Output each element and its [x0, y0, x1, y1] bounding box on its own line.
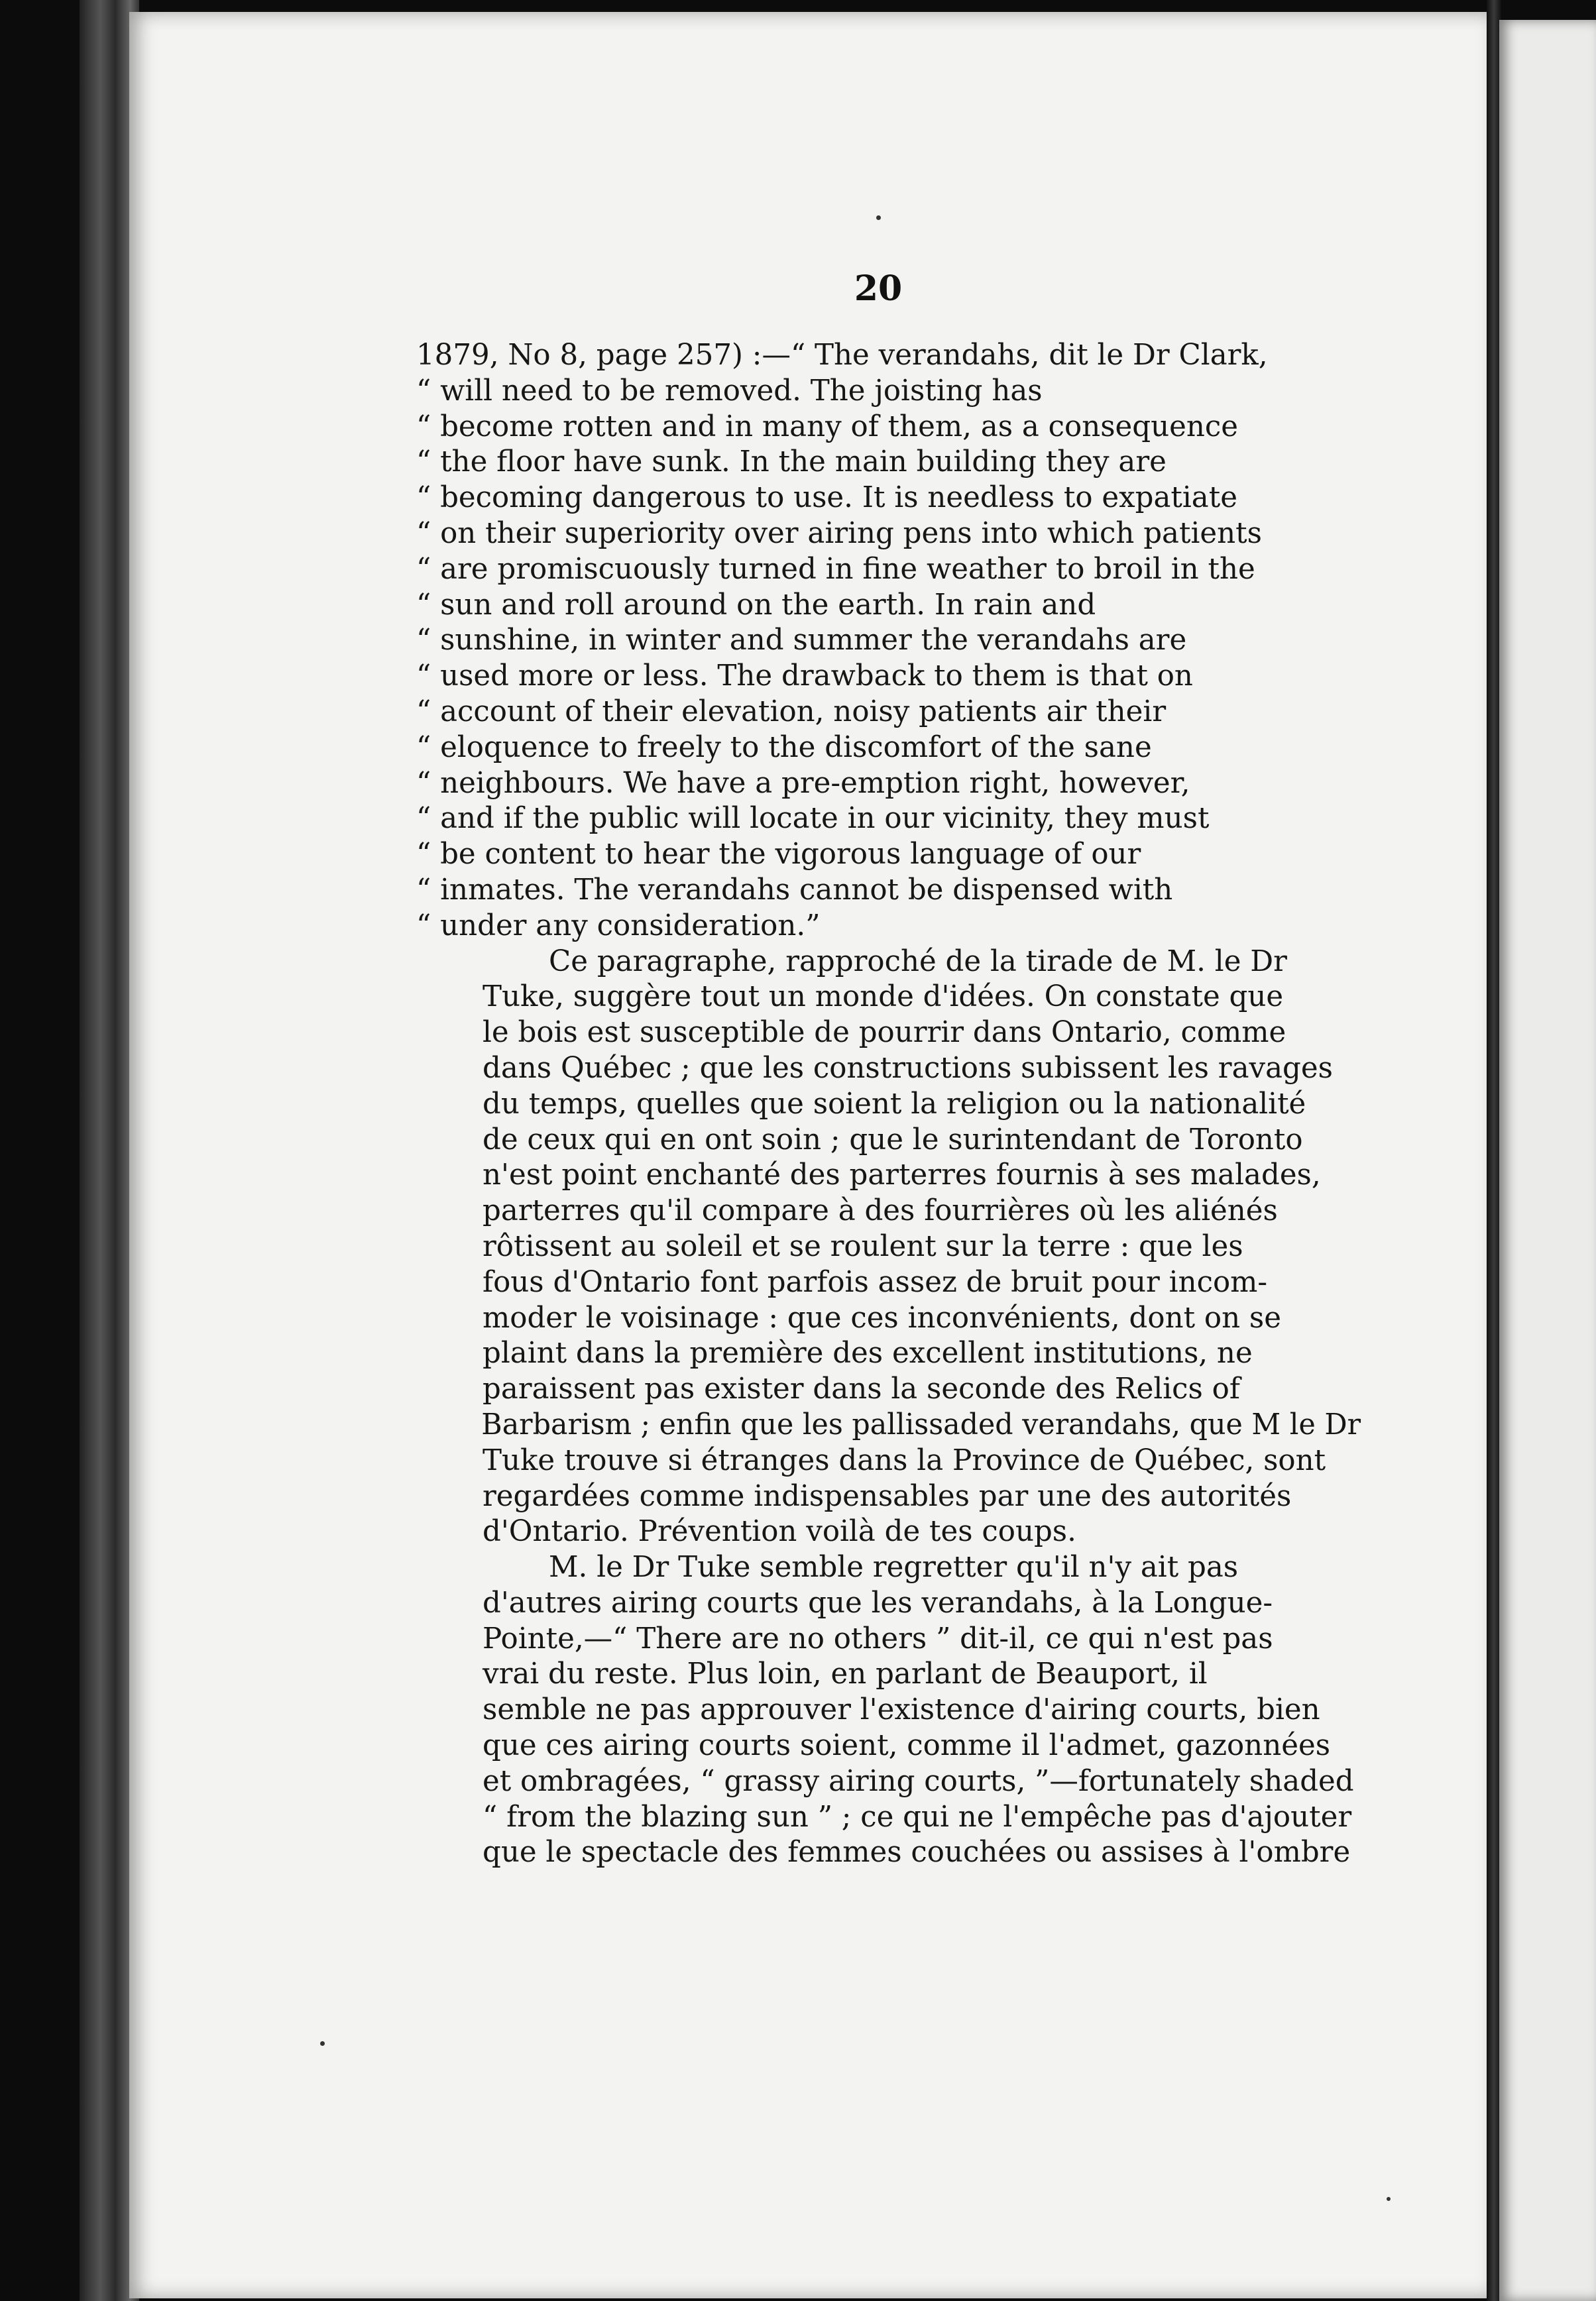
text-line: “ become rotten and in many of them, as a consequence [416, 410, 1239, 443]
text-line: Ce paragraphe, rapproché de la tirade de M. le Dr [549, 944, 1287, 978]
text-line: “ sun and roll around on the earth. In rain and [416, 588, 1096, 622]
print-speck [1387, 2197, 1391, 2201]
text-line: 1879, No 8, page 257) :—“ The verandahs, dit le Dr Clark, [416, 339, 1268, 372]
paragraph-airing [416, 1550, 1361, 1871]
text-line: d'autres airing courts que les verandahs, à la Longue- [483, 1586, 1273, 1620]
text-line: “ the floor have sunk. In the main building they are [416, 445, 1167, 479]
text-line: moder le voisinage : que ces inconvénients, dont on se [483, 1301, 1282, 1335]
text-line: “ becoming dangerous to use. It is needless to expatiate [416, 481, 1237, 515]
text-line: “ eloquence to freely to the discomfort of the sane [416, 730, 1152, 764]
text-line: d'Ontario. Prévention voilà de tes coups. [483, 1515, 1076, 1549]
paragraph-quote [416, 338, 1361, 944]
text-line: “ under any consideration.” [416, 909, 821, 942]
text-line: “ account of their elevation, noisy patients air their [416, 695, 1167, 728]
text-line: “ sunshine, in winter and summer the verandahs are [416, 624, 1187, 657]
body-text [416, 338, 1361, 1871]
paragraph-tirade [416, 944, 1361, 1551]
text-line: vrai du reste. Plus loin, en parlant de Beauport, il [483, 1657, 1208, 1691]
text-line: parterres qu'il compare à des fourrières où les aliénés [483, 1194, 1278, 1228]
text-line: plaint dans la première des excellent institutions, ne [483, 1337, 1253, 1371]
text-line: “ on their superiority over airing pens into which patients [416, 516, 1262, 550]
text-line: “ inmates. The verandahs cannot be dispensed with [416, 873, 1173, 907]
page-number: 20 [854, 268, 903, 309]
print-speck [320, 2041, 325, 2046]
text-line: fous d'Ontario font parfois assez de bruit pour incom- [483, 1265, 1268, 1299]
text-line: “ are promiscuously turned in fine weather to broil in the [416, 552, 1255, 586]
text-line: n'est point enchanté des parterres fournis à ses malades, [483, 1158, 1321, 1192]
text-line: M. le Dr Tuke semble regretter qu'il n'y ait pas [549, 1551, 1239, 1585]
adjacent-page-edge [1499, 20, 1596, 2301]
text-line: Tuke, suggère tout un monde d'idées. On constate que [483, 980, 1284, 1014]
text-line: dans Québec ; que les constructions subissent les ravages [483, 1051, 1333, 1085]
text-line: Tuke trouve si étranges dans la Province de Québec, sont [483, 1443, 1326, 1477]
text-line: rôtissent au soleil et se roulent sur la terre : que les [483, 1229, 1243, 1263]
text-line: “ from the blazing sun ” ; ce qui ne l'empêche pas d'ajouter [483, 1800, 1352, 1834]
text-line: que ces airing courts soient, comme il l'admet, gazonnées [483, 1729, 1331, 1763]
print-speck [876, 215, 881, 220]
text-line: Barbarism ; enfin que les pallissaded verandahs, que M le Dr [481, 1408, 1361, 1441]
text-line: le bois est susceptible de pourrir dans Ontario, comme [483, 1016, 1286, 1050]
text-line: que le spectacle des femmes couchées ou assises à l'ombre [483, 1836, 1351, 1870]
text-line: “ be content to hear the vigorous language of our [416, 838, 1141, 871]
text-line: regardées comme indispensables par une des autorités [483, 1479, 1292, 1513]
text-line: Pointe,—“ There are no others ” dit-il, ce qui n'est pas [483, 1622, 1273, 1656]
text-line: paraissent pas exister dans la seconde des Relics of [483, 1373, 1240, 1406]
text-line: de ceux qui en ont soin ; que le surintendant de Toronto [483, 1123, 1303, 1156]
text-line: du temps, quelles que soient la religion ou la nationalité [483, 1087, 1306, 1121]
text-line: et ombragées, “ grassy airing courts, ”—fortunately shaded [483, 1764, 1354, 1798]
text-line: “ and if the public will locate in our vicinity, they must [416, 802, 1210, 836]
text-line: semble ne pas approuver l'existence d'airing courts, bien [483, 1693, 1320, 1727]
text-line: “ used more or less. The drawback to them is that on [416, 659, 1193, 693]
text-line: “ will need to be removed. The joisting has [416, 374, 1043, 408]
text-line: “ neighbours. We have a pre-emption right, however, [416, 766, 1190, 800]
